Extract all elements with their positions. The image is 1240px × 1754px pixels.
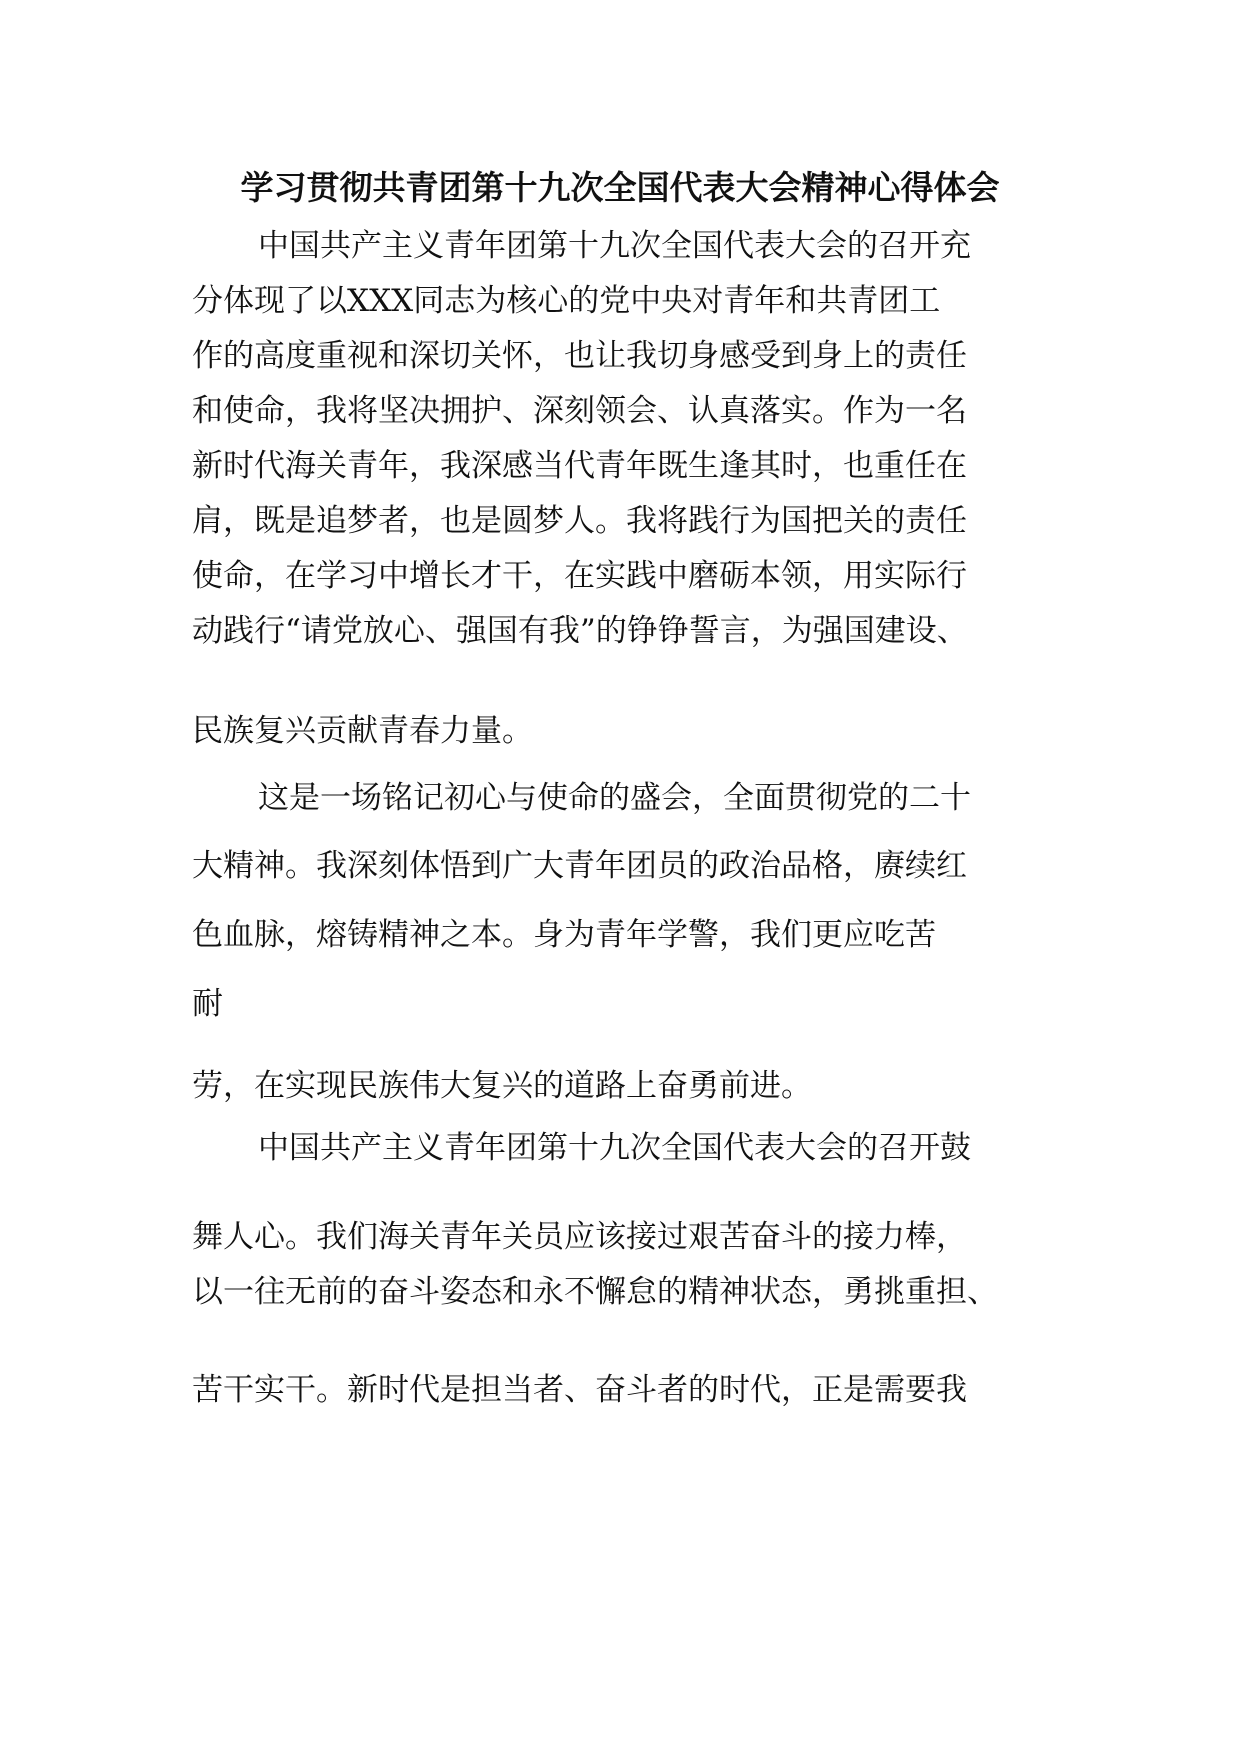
paragraph-3-line-2: 舞人心。我们海关青年关员应该接过艰苦奋斗的接力棒， [192,1219,967,1255]
paragraph-2-line-3: 色血脉，熔铸精神之本。身为青年学警，我们更应吃苦 [192,917,936,953]
paragraph-1-line-5: 新时代海关青年，我深感当代青年既生逢其时，也重任在 [192,448,967,484]
paragraph-1-line-6: 肩，既是追梦者，也是圆梦人。我将践行为国把关的责任 [192,503,967,539]
paragraph-2-line-1: 这是一场铭记初心与使命的盛会，全面贯彻党的二十 [258,780,971,816]
paragraph-1-line-2: 分体现了以XXX同志为核心的党中央对青年和共青团工 [192,283,941,319]
paragraph-1-line-8: 动践行“请党放心、强国有我”的铮铮誓言，为强国建设、 [192,613,968,649]
paragraph-1-line-4: 和使命，我将坚决拥护、深刻领会、认真落实。作为一名 [192,393,967,429]
paragraph-1-line-9: 民族复兴贡献青春力量。 [192,713,533,749]
paragraph-1-line-3: 作的高度重视和深切关怀，也让我切身感受到身上的责任 [192,338,967,374]
paragraph-3-line-3: 以一往无前的奋斗姿态和永不懈怠的精神状态，勇挑重担、 [192,1274,998,1310]
paragraph-2-line-2: 大精神。我深刻体悟到广大青年团员的政治品格，赓续红 [192,848,967,884]
paragraph-3-line-4: 苦干实干。新时代是担当者、奋斗者的时代，正是需要我 [192,1372,967,1408]
paragraph-1-line-7: 使命，在学习中增长才干，在实践中磨砺本领，用实际行 [192,558,967,594]
paragraph-3-line-1: 中国共产主义青年团第十九次全国代表大会的召开鼓 [258,1130,971,1166]
document-title: 学习贯彻共青团第十九次全国代表大会精神心得体会 [240,168,1000,207]
paragraph-1-line-1: 中国共产主义青年团第十九次全国代表大会的召开充 [258,228,971,264]
paragraph-2-line-5: 劳，在实现民族伟大复兴的道路上奋勇前进。 [192,1068,812,1104]
paragraph-2-line-4: 耐 [192,986,223,1022]
